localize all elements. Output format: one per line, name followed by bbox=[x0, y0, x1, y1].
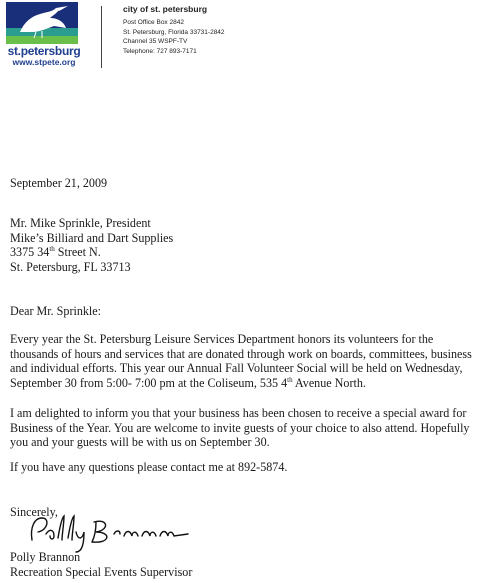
address-line: Telephone: 727 893-7171 bbox=[123, 47, 197, 55]
address-line: St. Petersburg, Florida 33731-2842 bbox=[123, 28, 225, 36]
paragraph-2: I am delighted to inform you that your business has been chosen to receive a special award for Business of the Year. You are welcome to invite guests of your choice to also attend. Hopefully you and your guests will be with us on September 30. bbox=[10, 406, 470, 450]
org-name: city of st. petersburg bbox=[123, 4, 208, 14]
paragraph-1: Every year the St. Petersburg Leisure Services Department honors its volunteers for the thousands of hours and services that are donated through work on boards, committees, business and individual efforts. This year our Annual Fall Volunteer Social will be held on Wednesday, September 30 from 5:00- 7:00 pm at the Coliseum, 535 4th Avenue North. bbox=[10, 332, 472, 390]
signature-icon bbox=[24, 510, 204, 554]
letterhead-divider bbox=[101, 6, 102, 68]
letterhead bbox=[0, 0, 480, 80]
recipient-street: 3375 34th Street N. bbox=[10, 245, 101, 260]
closing: Sincerely, bbox=[10, 505, 58, 519]
recipient-company: Mike’s Billiard and Dart Supplies bbox=[10, 230, 174, 245]
paragraph-3: If you have any questions please contact me at 892-5874. bbox=[10, 460, 288, 474]
signer-block bbox=[10, 550, 472, 579]
address-line: Channel 35 WSPF-TV bbox=[123, 38, 188, 45]
salutation: Dear Mr. Sprinkle: bbox=[10, 304, 102, 318]
recipient-block bbox=[10, 216, 472, 274]
signer-title: Recreation Special Events Supervisor bbox=[10, 564, 193, 579]
org-address-block bbox=[123, 4, 225, 56]
letter-date: September 21, 2009 bbox=[10, 176, 108, 190]
brand-name: st.petersburg bbox=[7, 44, 81, 58]
address-line: Post Office Box 2842 bbox=[123, 19, 184, 26]
brand-url[interactable]: www.stpete.org bbox=[12, 57, 76, 67]
recipient-name: Mr. Mike Sprinkle, President bbox=[10, 216, 151, 230]
signer-name: Polly Brannon bbox=[10, 550, 81, 564]
brand-block bbox=[4, 44, 84, 67]
pelican-logo-icon bbox=[6, 2, 78, 44]
recipient-city: St. Petersburg, FL 33713 bbox=[10, 259, 131, 274]
